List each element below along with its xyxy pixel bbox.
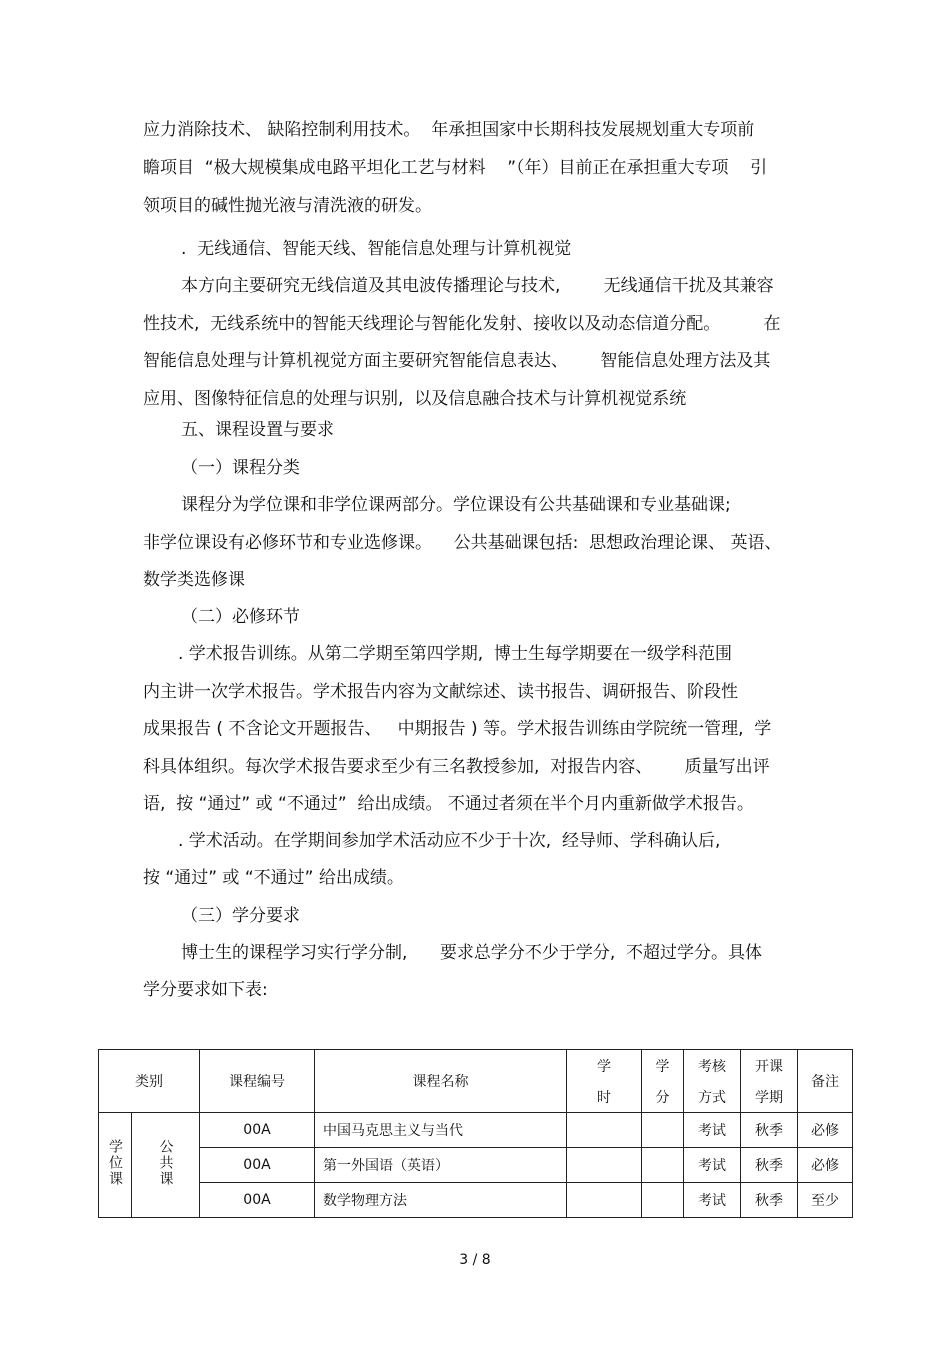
paragraph-line: 应用、图像特征信息的处理与识别, 以及信息融合技术与计算机视觉系统 [143, 389, 687, 409]
paragraph-line: 智能信息处理与计算机视觉方面主要研究智能信息表达、 智能信息处理方法及其 [143, 351, 771, 371]
cell-code: 00A [200, 1183, 315, 1218]
paragraph-line: 内主讲一次学术报告。学术报告内容为文献综述、读书报告、调研报告、阶段性 [143, 682, 738, 702]
header-exam-top: 考核 [698, 1058, 726, 1075]
subsection-heading: （三）学分要求 [181, 906, 300, 926]
header-course-name: 课程名称 [315, 1050, 567, 1113]
header-hours-bottom: 时 [597, 1089, 611, 1106]
cell-code: 00A [200, 1148, 315, 1183]
header-term [741, 1050, 798, 1113]
paragraph-line: 领项目的碱性抛光液与清洗液的研发。 [143, 196, 432, 216]
header-category: 类别 [99, 1050, 200, 1113]
paragraph-line: 成果报告 ( 不含论文开题报告、 中期报告 ) 等。学术报告训练由学院统一管理, 学 [143, 719, 772, 739]
cell-code: 00A [200, 1113, 315, 1148]
paragraph-line: 语, 按 “通过” 或 “不通过” 给出成绩。 不通过者须在半个月内重新做学术报告。 [143, 794, 754, 814]
header-note: 备注 [798, 1050, 853, 1113]
paragraph-line: 课程分为学位课和非学位课两部分。学位课设有公共基础课和专业基础课; [181, 495, 731, 515]
cell-term: 秋季 [741, 1113, 798, 1148]
table-row [99, 1148, 853, 1183]
cell-name: 中国马克思主义与当代 [315, 1113, 567, 1148]
header-credits-bottom: 分 [655, 1089, 670, 1106]
paragraph-line: . 学术活动。在学期间参加学术活动应不少于十次, 经导师、学科确认后, [178, 831, 721, 851]
paragraph-line: 性技术, 无线系统中的智能天线理论与智能化发射、接收以及动态信道分配。 在 [143, 314, 781, 334]
header-hours [567, 1050, 642, 1113]
section-heading: . 无线通信、智能天线、智能信息处理与计算机视觉 [181, 239, 572, 259]
header-credits-top: 学 [655, 1058, 670, 1075]
cell-exam: 考试 [684, 1183, 741, 1218]
paragraph-line: 数学类选修课 [143, 570, 245, 590]
cell-note: 必修 [798, 1113, 853, 1148]
paragraph-line: 非学位课设有必修环节和专业选修课。 公共基础课包括: 思想政治理论课、 英语、 [143, 533, 782, 553]
cell-hours [567, 1113, 642, 1148]
cell-credit [642, 1148, 684, 1183]
paragraph-line: 博士生的课程学习实行学分制, 要求总学分不少于学分, 不超过学分。具体 [181, 943, 763, 963]
subsection-heading: （一）课程分类 [181, 458, 300, 478]
paragraph-line: 应力消除技术、 缺陷控制利用技术。 年承担国家中长期科技发展规划重大专项前 [143, 120, 755, 140]
header-exam [684, 1050, 741, 1113]
header-exam-bottom: 方式 [698, 1089, 726, 1106]
group-public-course-label: 公共课 [157, 1139, 174, 1187]
cell-hours [567, 1183, 642, 1218]
header-term-bottom: 学期 [755, 1089, 783, 1106]
cell-exam: 考试 [684, 1113, 741, 1148]
header-course-code: 课程编号 [200, 1050, 315, 1113]
group-degree-course-label: 学位课 [107, 1139, 123, 1187]
header-term-top: 开课 [755, 1058, 783, 1075]
paragraph-line: 学分要求如下表: [143, 980, 268, 1000]
credit-requirements-table [98, 1049, 853, 1218]
cell-hours [567, 1148, 642, 1183]
paragraph-line: 本方向主要研究无线信道及其电波传播理论与技术, 无线通信干扰及其兼容 [181, 276, 774, 296]
cell-note: 至少 [798, 1183, 853, 1218]
cell-exam: 考试 [684, 1148, 741, 1183]
table-header-row [99, 1050, 853, 1113]
cell-name: 数学物理方法 [315, 1183, 567, 1218]
page-number: 3 / 8 [459, 1252, 491, 1268]
section-heading: 五、课程设置与要求 [181, 420, 334, 440]
header-hours-top: 学 [597, 1058, 611, 1075]
paragraph-line: 按 “通过” 或 “不通过” 给出成绩。 [143, 868, 404, 888]
paragraph-line: 科具体组织。每次学术报告要求至少有三名教授参加, 对报告内容、 质量写出评 [143, 757, 770, 777]
table-row [99, 1113, 853, 1148]
cell-credit [642, 1183, 684, 1218]
paragraph-line: . 学术报告训练。从第二学期至第四学期, 博士生每学期要在一级学科范围 [178, 644, 733, 664]
group-public-course [132, 1113, 200, 1218]
cell-name: 第一外国语（英语） [315, 1148, 567, 1183]
paragraph-line: 瞻项目 “极大规模集成电路平坦化工艺与材料 ”（年）目前正在承担重大专项 引 [143, 158, 768, 178]
cell-term: 秋季 [741, 1148, 798, 1183]
cell-term: 秋季 [741, 1183, 798, 1218]
group-degree-course [99, 1113, 132, 1218]
table-row [99, 1183, 853, 1218]
cell-credit [642, 1113, 684, 1148]
cell-note: 必修 [798, 1148, 853, 1183]
header-credits [642, 1050, 684, 1113]
subsection-heading: （二）必修环节 [181, 607, 300, 627]
